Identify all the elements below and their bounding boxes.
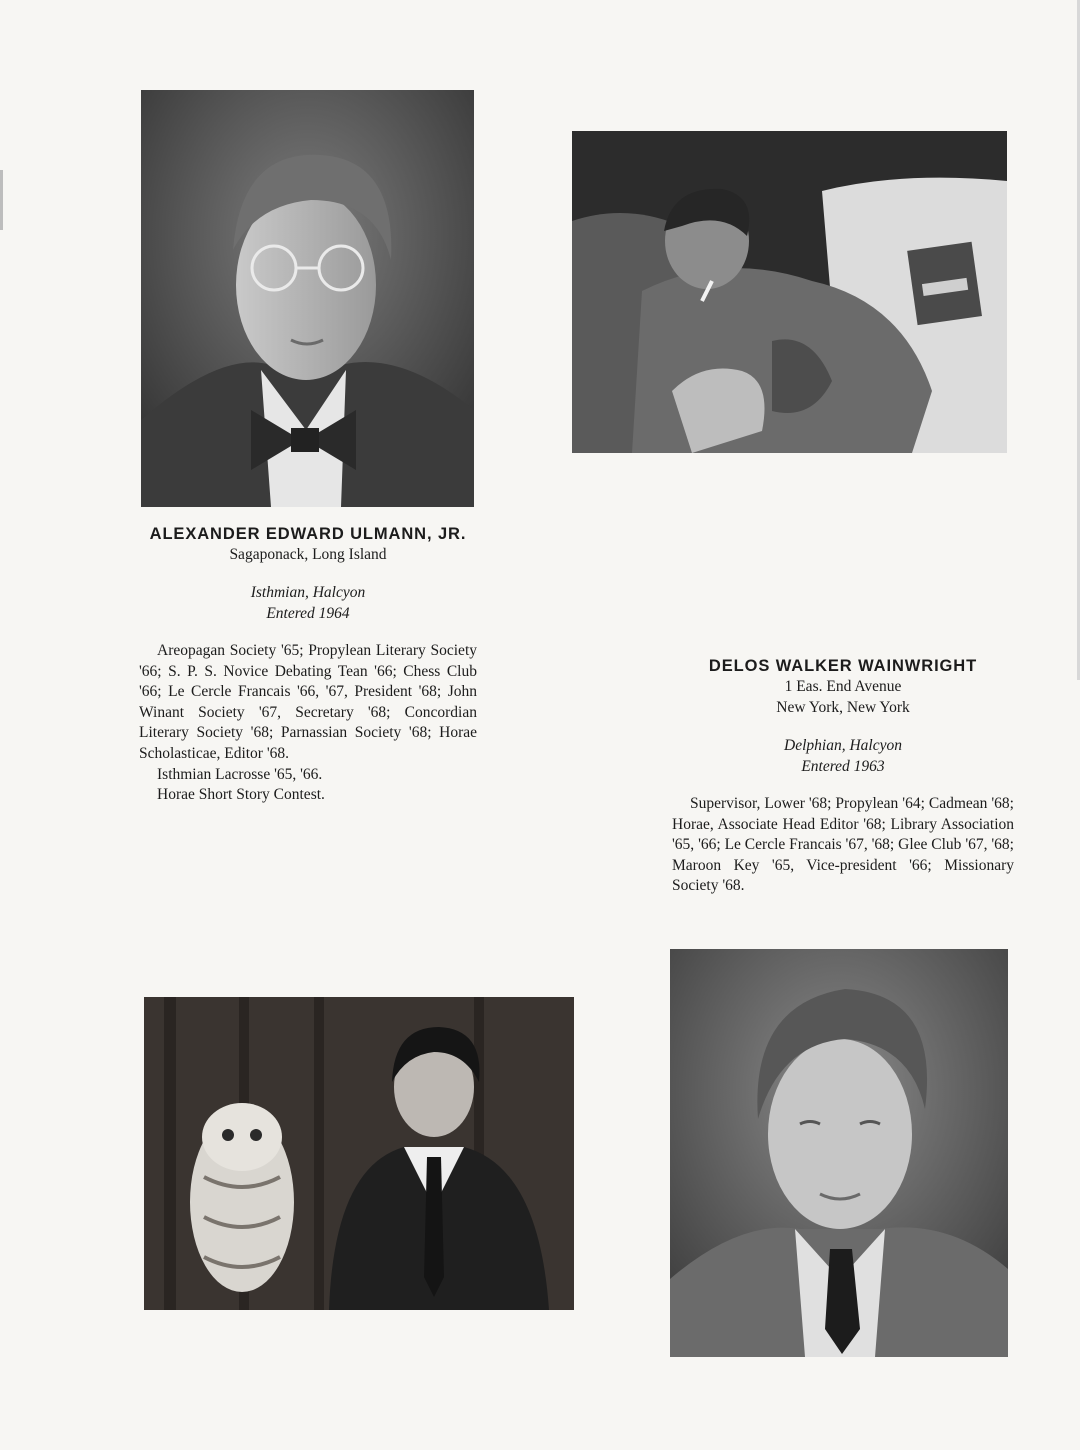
candid-owl-photo [144,997,574,1310]
entered-year: Entered 1963 [801,758,885,775]
honors-line: Horae Short Story Contest. [157,786,325,804]
societies: Delphian, Halcyon [784,737,902,754]
societies: Isthmian, Halcyon [250,584,366,601]
activities-paragraph: Areopagan Society '65; Propylean Literary Society '66; S. P. S. Novice Debating Tean '66; Chess Club '66; Le Cercle Francais '66, '67, President '68; John Winant Society '67, Secretary '68; Concordian Literary Society '68; Parnassian Society '68; Horae Scholasticae, Editor '68. [139,642,477,762]
ulmann-entry [139,525,477,806]
student-name: DELOS WALKER WAINWRIGHT [708,657,978,675]
ulmann-portrait-photo [141,90,474,507]
entered-year: Entered 1964 [266,605,350,622]
activities-paragraph: Supervisor, Lower '68; Propylean '64; Cadmean '68; Horae, Associate Head Editor '68; Library Association '65, '66; Le Cercle Francais '67, '68; Glee Club '67, '68; Maroon Key '65, Vice-president '66; Missionary Society '68. [672,795,1014,895]
sports-line: Isthmian Lacrosse '65, '66. [157,765,323,783]
wainwright-portrait-photo [670,949,1008,1357]
hometown: Sagaponack, Long Island [229,546,387,563]
wainwright-entry [672,657,1014,897]
address-line-1: 1 Eas. End Avenue [784,678,902,695]
scan-margin-mark [0,170,3,230]
address-line-2: New York, New York [776,699,910,716]
student-name: ALEXANDER EDWARD ULMANN, JR. [149,525,467,543]
candid-smoking-photo [572,131,1007,453]
